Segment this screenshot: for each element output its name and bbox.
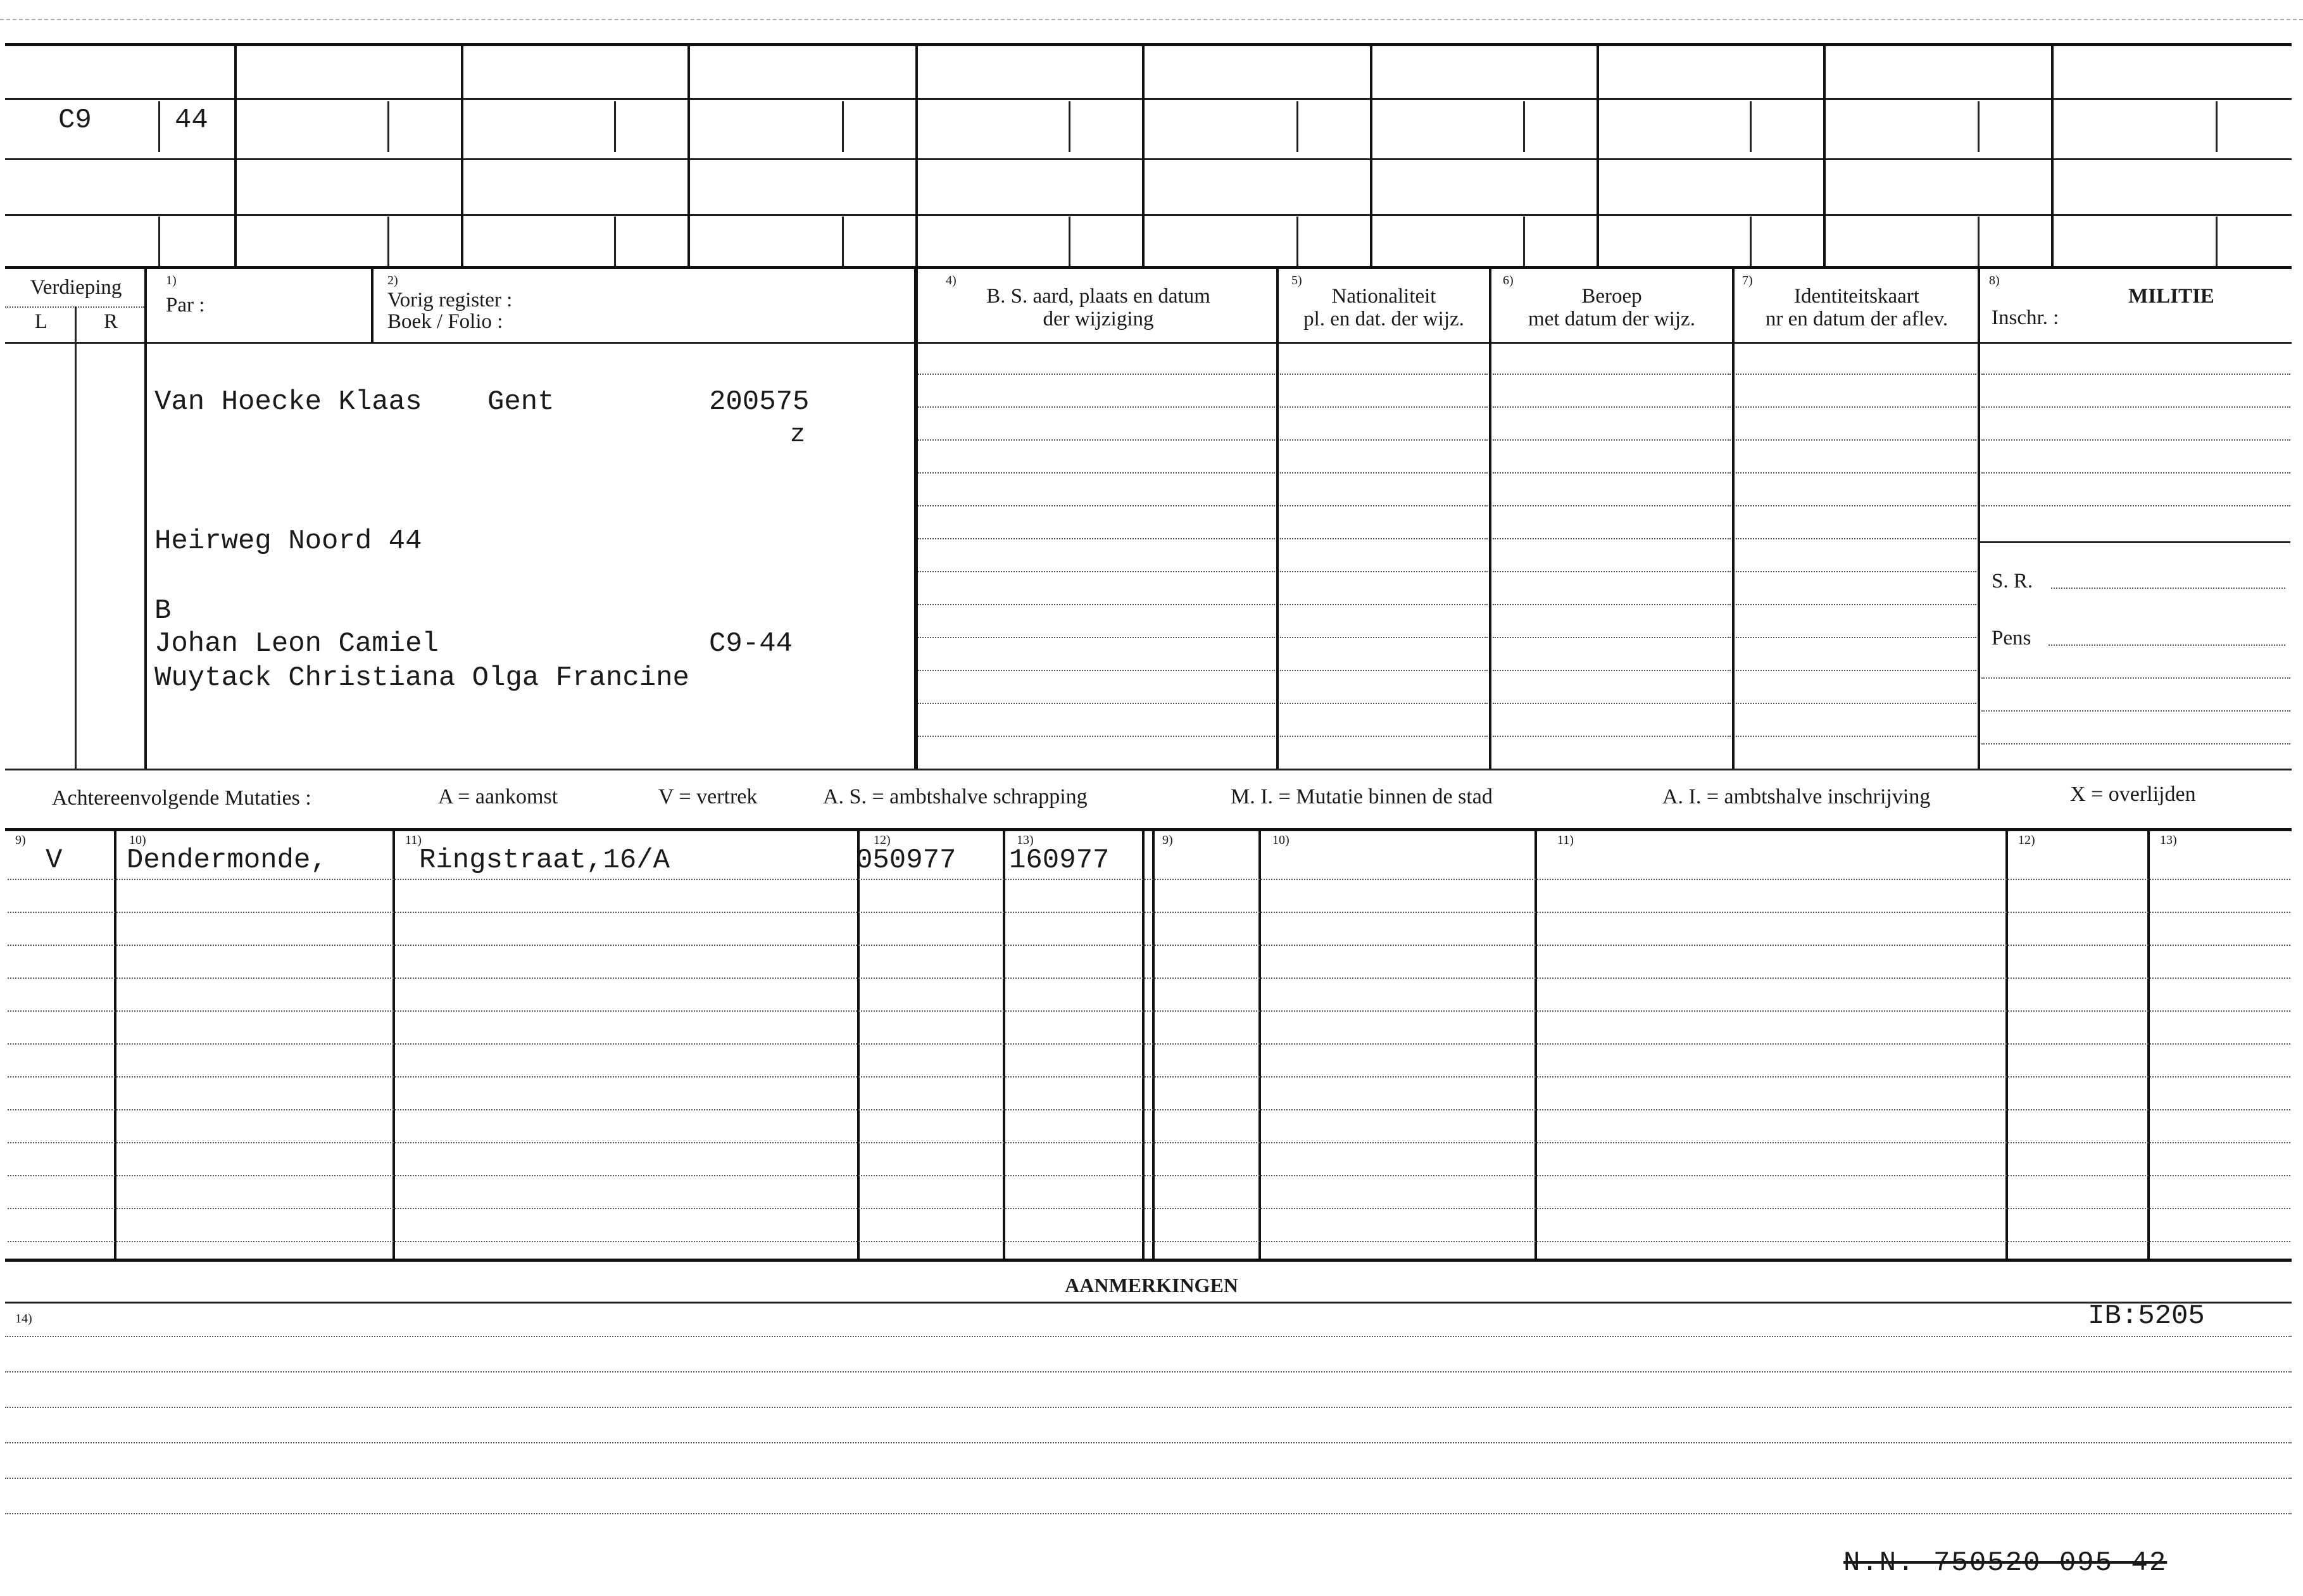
- ruling-line: [8, 1208, 2290, 1209]
- ruling-line: [1280, 374, 1488, 375]
- ruling-line: [5, 1336, 2292, 1337]
- ruling-line: [1493, 604, 1731, 605]
- ruling-line: [1981, 472, 2290, 474]
- ruling-line: [1280, 538, 1488, 539]
- vorig-register-label: Vorig register :: [387, 289, 513, 311]
- legend-title: Achtereenvolgende Mutaties :: [52, 786, 311, 810]
- ruling-line: [918, 604, 1275, 605]
- ruling-line: [1981, 374, 2290, 375]
- ruling-line: [1736, 472, 1976, 474]
- field-number-4: 4): [946, 273, 957, 287]
- ruling-line: [1280, 604, 1488, 605]
- ruling-line: [1493, 703, 1731, 704]
- scan-edge: [0, 19, 2303, 20]
- ruling-line: [1736, 406, 1976, 408]
- par-label: Par :: [166, 294, 205, 317]
- mut-col-11: 11): [405, 833, 422, 847]
- ruling-line: [8, 1043, 2290, 1045]
- ruling-line: [8, 1109, 2290, 1110]
- militie-label: MILITIE: [2128, 285, 2214, 308]
- ruling-line: [1736, 703, 1976, 704]
- ruling-line: [1736, 571, 1976, 572]
- ruling-line: [1981, 505, 2290, 506]
- field-number-6: 6): [1503, 273, 1514, 287]
- field-number-7: 7): [1742, 273, 1753, 287]
- ruling-line: [1493, 406, 1731, 408]
- boek-folio-label: Boek / Folio :: [387, 310, 503, 333]
- ruling-line: [1736, 670, 1976, 671]
- ruling-line: [918, 637, 1275, 638]
- ruling-line: [1280, 472, 1488, 474]
- ruling-line: [1493, 439, 1731, 441]
- ruling-line: [1736, 604, 1976, 605]
- mut-col-10b: 10): [1272, 833, 1290, 847]
- ruling-line: [8, 977, 2290, 979]
- col-l-label: L: [34, 310, 48, 333]
- ruling-line: [1493, 637, 1731, 638]
- ruling-line: [918, 670, 1275, 671]
- remarks-title: AANMERKINGEN: [1065, 1274, 1238, 1297]
- field-number-8: 8): [1989, 273, 2000, 287]
- ruling-line: [8, 1010, 2290, 1012]
- field-number-1: 1): [166, 273, 177, 287]
- ruling-line: [8, 1142, 2290, 1143]
- ruling-line: [1736, 374, 1976, 375]
- mutation-place: Dendermonde,: [127, 845, 327, 876]
- ruling-line: [1280, 406, 1488, 408]
- ruling-line: [5, 1513, 2292, 1514]
- col5-line2: pl. en dat. der wijz.: [1303, 308, 1464, 330]
- ruling-line: [1736, 637, 1976, 638]
- ruling-line: [1280, 670, 1488, 671]
- ruling-line: [1493, 571, 1731, 572]
- sr-label: S. R.: [1992, 570, 2033, 593]
- ruling-line: [5, 1371, 2292, 1373]
- field-number-2: 2): [387, 273, 398, 287]
- field-number-5: 5): [1291, 273, 1302, 287]
- col7-line2: nr en datum der aflev.: [1765, 308, 1948, 330]
- ruling-line: [8, 879, 2290, 880]
- relation-code: B: [154, 595, 172, 627]
- mut-col-11b: 11): [1557, 833, 1574, 847]
- ruling-line: [1981, 677, 2290, 679]
- ruling-line: [1736, 439, 1976, 441]
- ruling-line: [918, 472, 1275, 474]
- mut-col-13: 13): [1017, 833, 1034, 847]
- ruling-line: [8, 912, 2290, 913]
- mut-col-13b: 13): [2160, 833, 2177, 847]
- ruling-line: [1736, 538, 1976, 539]
- top-cell-number: 44: [175, 104, 208, 136]
- head-birthplace: Gent: [487, 386, 555, 418]
- mutation-type: V: [46, 845, 63, 876]
- ruling-line: [1736, 505, 1976, 506]
- ruling-line: [918, 571, 1275, 572]
- ruling-line: [918, 538, 1275, 539]
- ruling-line: [1280, 505, 1488, 506]
- mut-col-10: 10): [129, 833, 146, 847]
- ruling-line: [1280, 571, 1488, 572]
- col4-line2: der wijziging: [1043, 308, 1154, 330]
- mother-name: Wuytack Christiana Olga Francine: [154, 662, 689, 694]
- ruling-line: [1280, 736, 1488, 737]
- col4-line1: B. S. aard, plaats en datum: [986, 285, 1210, 308]
- ruling-line: [1736, 736, 1976, 737]
- head-sex: z: [790, 421, 806, 449]
- ruling-line: [8, 945, 2290, 946]
- col6-line1: Beroep: [1581, 285, 1642, 308]
- mut-col-9: 9): [15, 833, 26, 847]
- col7-line1: Identiteitskaart: [1794, 285, 1919, 308]
- ruling-line: [8, 1175, 2290, 1176]
- mutation-date1: 050977: [856, 845, 957, 876]
- register-ref: C9-44: [709, 628, 793, 660]
- head-birthdate: 200575: [709, 386, 810, 418]
- ruling-line: [918, 736, 1275, 737]
- ruling-line: [8, 1076, 2290, 1078]
- col-r-label: R: [103, 310, 118, 333]
- ruling-line: [5, 1407, 2292, 1408]
- ruling-line: [1493, 538, 1731, 539]
- ruling-line: [1981, 710, 2290, 712]
- ruling-line: [1493, 374, 1731, 375]
- ruling-line: [1280, 703, 1488, 704]
- legend-a: A = aankomst: [438, 785, 558, 808]
- ruling-line: [918, 505, 1275, 506]
- legend-v: V = vertrek: [658, 785, 758, 808]
- address: Heirweg Noord 44: [154, 525, 422, 557]
- ruling-line: [5, 1442, 2292, 1443]
- ruling-line: [918, 439, 1275, 441]
- legend-as: A. S. = ambtshalve schrapping: [823, 785, 1088, 808]
- legend-ai: A. I. = ambtshalve inschrijving: [1662, 785, 1931, 808]
- pens-label: Pens: [1992, 627, 2031, 650]
- col6-line2: met datum der wijz.: [1528, 308, 1695, 330]
- ruling-line: [918, 374, 1275, 375]
- ruling-line: [1280, 637, 1488, 638]
- top-cell-code: C9: [58, 104, 92, 136]
- ruling-line: [1981, 406, 2290, 408]
- ruling-line: [5, 1478, 2292, 1479]
- ruling-line: [918, 406, 1275, 408]
- ruling-line: [1981, 743, 2290, 745]
- ruling-line: [8, 1241, 2290, 1242]
- verdieping-label: Verdieping: [30, 276, 122, 299]
- mut-col-12: 12): [874, 833, 891, 847]
- remarks-code: IB:5205: [2088, 1300, 2205, 1332]
- ruling-line: [1493, 670, 1731, 671]
- mutation-street: Ringstraat,16/A: [419, 845, 670, 876]
- head-name: Van Hoecke Klaas: [154, 386, 422, 418]
- ruling-line: [1493, 736, 1731, 737]
- legend-mi: M. I. = Mutatie binnen de stad: [1231, 785, 1493, 808]
- remarks-number-14: 14): [15, 1312, 32, 1326]
- father-name: Johan Leon Camiel: [154, 628, 439, 660]
- legend-x: X = overlijden: [2070, 782, 2196, 806]
- col5-line1: Nationaliteit: [1331, 285, 1436, 308]
- ruling-line: [1493, 505, 1731, 506]
- ruling-line: [918, 703, 1275, 704]
- ruling-line: [1981, 439, 2290, 441]
- ruling-line: [1493, 472, 1731, 474]
- ruling-line: [1280, 439, 1488, 441]
- mutation-date2: 160977: [1009, 845, 1110, 876]
- inschr-label: Inschr. :: [1992, 306, 2059, 329]
- national-number: N.N. 750520 095 42: [1843, 1547, 2168, 1579]
- mut-col-12b: 12): [2018, 833, 2035, 847]
- mut-col-9b: 9): [1162, 833, 1173, 847]
